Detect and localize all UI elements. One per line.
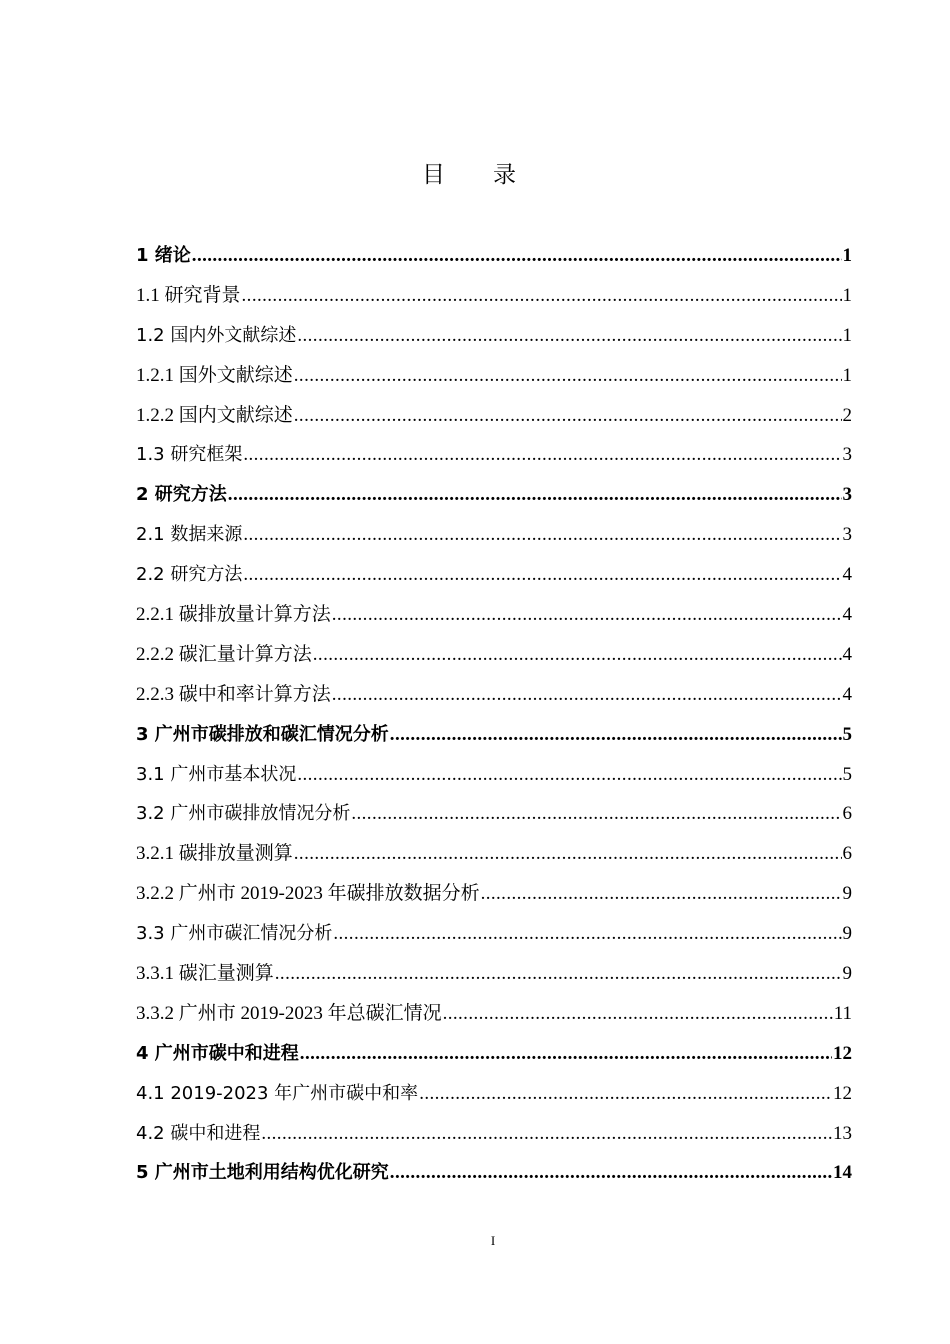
toc-entry-label: 2.1 数据来源 xyxy=(136,524,243,546)
toc-entry-page: 11 xyxy=(833,1002,852,1024)
toc-entry[interactable] xyxy=(136,236,852,276)
toc-entry-page: 9 xyxy=(842,923,852,945)
toc-dot-leader xyxy=(294,396,842,436)
toc-entry[interactable] xyxy=(136,276,852,316)
toc-entry[interactable] xyxy=(136,834,852,874)
toc-dot-leader xyxy=(332,595,842,635)
toc-entry[interactable] xyxy=(136,1074,852,1114)
toc-dot-leader xyxy=(243,515,841,555)
toc-dot-leader xyxy=(243,555,841,595)
toc-dot-leader xyxy=(313,635,842,675)
toc-entry-label: 1 绪论 xyxy=(136,245,191,266)
toc-dot-leader xyxy=(261,1114,832,1154)
toc-entry-page: 13 xyxy=(833,1122,852,1144)
toc-entry[interactable] xyxy=(136,1153,852,1193)
toc-dot-leader xyxy=(275,954,842,994)
toc-dot-leader xyxy=(192,236,842,276)
toc-dot-leader xyxy=(243,435,841,475)
toc-dot-leader xyxy=(390,1153,832,1193)
toc-entry-label: 1.1 研究背景 xyxy=(136,284,241,306)
toc-entry-page: 1 xyxy=(842,245,852,266)
toc-entry[interactable] xyxy=(136,1034,852,1074)
page-number: I xyxy=(490,1233,496,1248)
toc-entry-page: 4 xyxy=(842,643,852,665)
toc-entry-page: 1 xyxy=(842,324,852,346)
toc-entry[interactable] xyxy=(136,595,852,635)
toc-dot-leader xyxy=(481,874,842,914)
toc-entry-label: 3 广州市碳排放和碳汇情况分析 xyxy=(136,723,389,745)
toc-entry-label: 2.2.3 碳中和率计算方法 xyxy=(136,683,331,705)
toc-entry-page: 14 xyxy=(833,1162,852,1184)
toc-entry-label: 3.3.2 广州市 2019-2023 年总碳汇情况 xyxy=(136,1002,442,1024)
toc-entry-page: 12 xyxy=(833,1082,852,1104)
toc-dot-leader xyxy=(419,1074,832,1114)
toc-entry[interactable] xyxy=(136,555,852,595)
toc-entry-label: 2.2 研究方法 xyxy=(136,564,243,586)
toc-entry-label: 2.2.1 碳排放量计算方法 xyxy=(136,604,331,626)
toc-entry-label: 3.1 广州市基本状况 xyxy=(136,763,297,785)
toc-entry-label: 4 广州市碳中和进程 xyxy=(136,1042,299,1064)
toc-entry-label: 3.3 广州市碳汇情况分析 xyxy=(136,923,333,945)
toc-entry-label: 3.2.2 广州市 2019-2023 年碳排放数据分析 xyxy=(136,883,480,905)
toc-entry-page: 12 xyxy=(833,1042,852,1064)
toc-entry-label: 4.2 碳中和进程 xyxy=(136,1122,261,1144)
toc-entry-page: 9 xyxy=(842,963,852,985)
toc-entry[interactable] xyxy=(136,316,852,356)
toc-dot-leader xyxy=(390,715,842,755)
toc-entry-page: 3 xyxy=(842,484,852,506)
toc-entry[interactable] xyxy=(136,475,852,515)
toc-dot-leader xyxy=(333,914,841,954)
toc-dot-leader xyxy=(351,794,841,834)
toc-entry-page: 1 xyxy=(842,364,852,386)
toc-entry-label: 3.3.1 碳汇量测算 xyxy=(136,963,274,985)
toc-entry[interactable] xyxy=(136,515,852,555)
toc-entry-label: 1.2.2 国内文献综述 xyxy=(136,404,293,426)
toc-dot-leader xyxy=(294,834,842,874)
toc-entry-page: 6 xyxy=(842,803,852,825)
toc-dot-leader xyxy=(228,475,842,515)
toc-entry-label: 3.2 广州市碳排放情况分析 xyxy=(136,803,351,825)
toc-dot-leader xyxy=(297,316,841,356)
toc-entry-page: 2 xyxy=(842,404,852,426)
toc-entry[interactable] xyxy=(136,755,852,795)
toc-entry[interactable] xyxy=(136,874,852,914)
toc-entry-label: 1.2 国内外文献综述 xyxy=(136,324,297,346)
toc-entry[interactable] xyxy=(136,914,852,954)
toc-entry-page: 1 xyxy=(842,284,852,306)
toc-entry-label: 3.2.1 碳排放量测算 xyxy=(136,843,293,865)
toc-entry[interactable] xyxy=(136,954,852,994)
page-title: 目录 xyxy=(422,162,564,188)
toc-entry[interactable] xyxy=(136,715,852,755)
toc-entry[interactable] xyxy=(136,356,852,396)
toc-entry-label: 1.2.1 国外文献综述 xyxy=(136,364,293,386)
toc-entry[interactable] xyxy=(136,396,852,436)
toc-entry-page: 9 xyxy=(842,883,852,905)
toc-entry[interactable] xyxy=(136,435,852,475)
toc-entry-label: 1.3 研究框架 xyxy=(136,444,243,466)
toc-entry[interactable] xyxy=(136,994,852,1034)
toc-entry-label: 2.2.2 碳汇量计算方法 xyxy=(136,643,312,665)
toc-entry[interactable] xyxy=(136,675,852,715)
toc-entry-page: 3 xyxy=(842,524,852,546)
toc-entry-label: 4.1 2019-2023 年广州市碳中和率 xyxy=(136,1082,419,1104)
toc-entry-page: 4 xyxy=(842,683,852,705)
toc-dot-leader xyxy=(332,675,842,715)
toc-dot-leader xyxy=(300,1034,832,1074)
toc-entry-page: 4 xyxy=(842,564,852,586)
toc-dot-leader xyxy=(297,755,841,795)
toc-entry[interactable] xyxy=(136,1114,852,1154)
toc-entry-page: 4 xyxy=(842,604,852,626)
toc-entry-page: 3 xyxy=(842,444,852,466)
toc-entry-page: 5 xyxy=(842,763,852,785)
table-of-contents xyxy=(136,236,852,1193)
toc-entry-page: 6 xyxy=(842,843,852,865)
toc-entry[interactable] xyxy=(136,794,852,834)
toc-entry[interactable] xyxy=(136,635,852,675)
toc-entry-label: 5 广州市土地利用结构优化研究 xyxy=(136,1162,389,1184)
toc-entry-label: 2 研究方法 xyxy=(136,484,227,506)
toc-dot-leader xyxy=(294,356,842,396)
toc-dot-leader xyxy=(443,994,833,1034)
toc-entry-page: 5 xyxy=(842,723,852,745)
toc-dot-leader xyxy=(242,276,842,316)
